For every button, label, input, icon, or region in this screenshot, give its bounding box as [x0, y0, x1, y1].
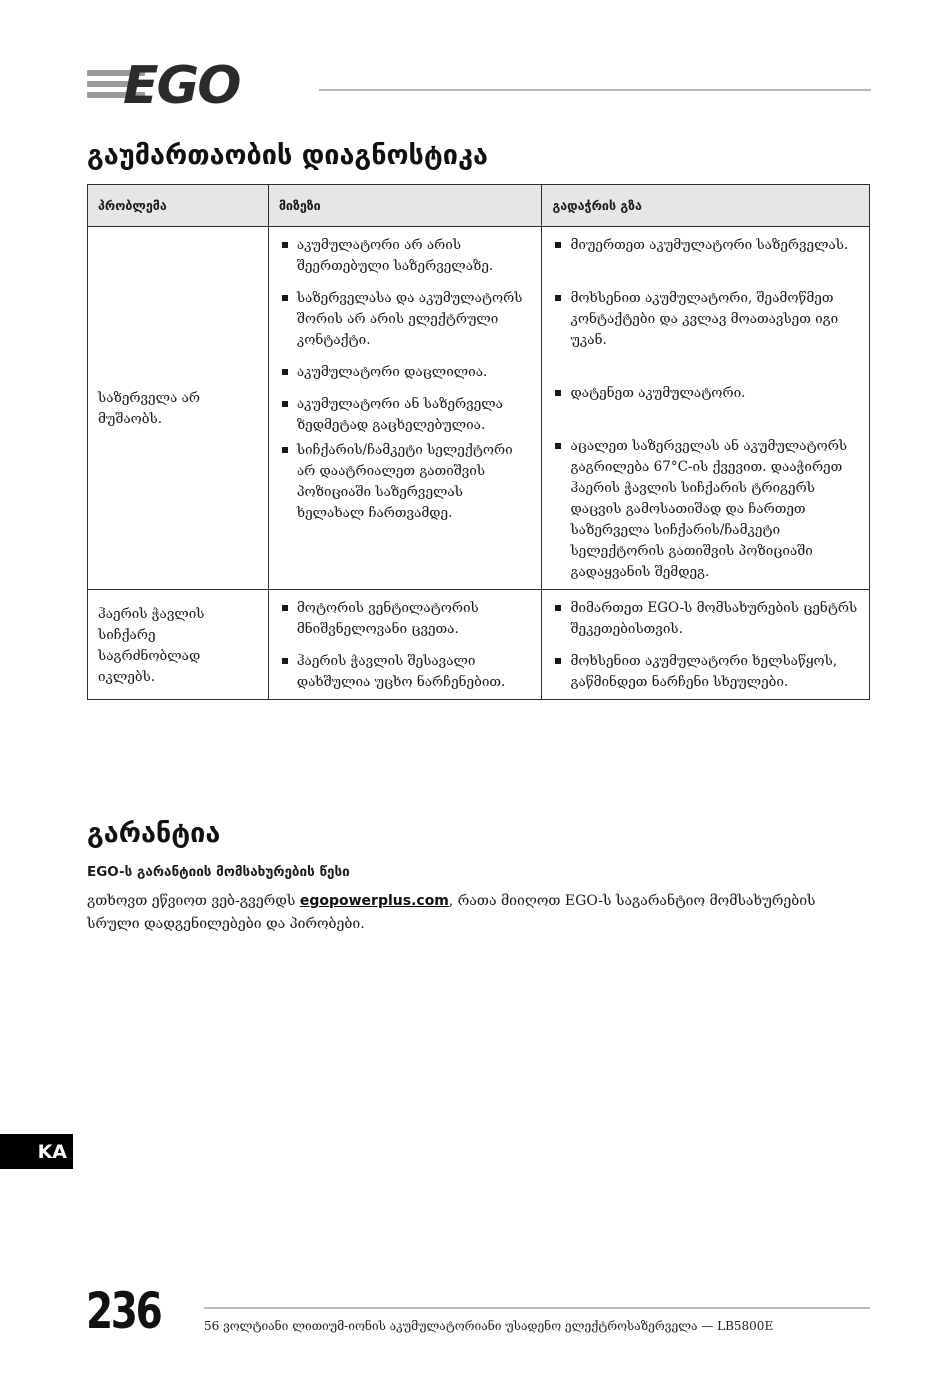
solution-cell: [542, 227, 870, 590]
header-cause: მიზეზი: [268, 185, 542, 227]
problem-text: საზერველა არ მუშაობს.: [98, 390, 201, 427]
page-header: [87, 56, 871, 118]
warranty-title: გარანტია: [87, 818, 221, 849]
warranty-link[interactable]: egopowerplus.com: [299, 893, 449, 909]
header-rule: [319, 89, 871, 91]
ego-logo: [87, 56, 299, 116]
problem-text: ჰაერის ჭავლის სიჩქარე საგრძნობლად იკლებს.: [98, 605, 205, 685]
solution-item: მოხსენით აკუმულატორი ხელსაწყოს, გაწმინდეთ ნარჩენი სხეულები.: [552, 651, 859, 693]
header-solution: გადაჭრის გზა: [542, 185, 870, 227]
warranty-subtitle: EGO-ს გარანტიის მომსახურების წესი: [87, 864, 350, 880]
warranty-paragraph: [87, 890, 847, 936]
solution-item: მოხსენით აკუმულატორი, შეამოწმეთ კონტაქტები და კვლავ მოათავსეთ იგი უკან.: [552, 288, 859, 351]
footer-text: 56 ვოლტიანი ლითიუმ-იონის აკუმულატორიანი უსადენო ელექტროსაზერველა — LB5800E: [204, 1319, 774, 1333]
solution-item: მიუერთეთ აკუმულატორი საზერველას.: [552, 235, 859, 256]
solution-item: მიმართეთ EGO-ს მომსახურების ცენტრს შეკეთებისთვის.: [552, 598, 859, 640]
cause-item: აკუმულატორი ან საზერველა ზედმეტად გაცხელებულია.: [279, 394, 532, 436]
warranty-text-after: , რათა მიიღოთ EGO-ს საგარანტიო მომსახურების სრული დადგენილებები და პირობები.: [87, 893, 816, 932]
problem-cell: [88, 227, 269, 590]
problem-cell: [88, 590, 269, 700]
table-header-row: [88, 185, 870, 227]
header-problem: პრობლემა: [88, 185, 269, 227]
cause-cell: [268, 227, 542, 590]
cause-cell: [268, 590, 542, 700]
cause-item: საზერველასა და აკუმულატორს შორის არ არის ელექტრული კონტაქტი.: [279, 288, 532, 351]
cause-item: აკუმულატორი არ არის შეერთებული საზერველაზე.: [279, 235, 532, 277]
troubleshooting-title: გაუმართაობის დიაგნოსტიკა: [87, 140, 488, 171]
table-row: [88, 590, 870, 700]
language-tab: KA: [0, 1134, 73, 1169]
warranty-text-before: გთხოვთ ეწვიოთ ვებ-გვერდს: [87, 893, 300, 909]
page-number: 236: [86, 1282, 161, 1340]
solution-item: დატენეთ აკუმულატორი.: [552, 383, 859, 404]
solution-cell: [542, 590, 870, 700]
cause-item: სიჩქარის/ჩამკეტი სელექტორი არ დაატრიალეთ გათიშვის პოზიციაში საზერველას ხელახალ ჩართვამდე.: [279, 440, 532, 524]
cause-item: მოტორის ვენტილატორის მნიშვნელოვანი ცვეთა.: [279, 598, 532, 640]
cause-item: აკუმულატორი დაცლილია.: [279, 362, 532, 383]
cause-item: ჰაერის ჭავლის შესავალი დახშულია უცხო ნარჩენებით.: [279, 651, 532, 693]
footer-rule: [204, 1307, 870, 1309]
logo-text: EGO: [123, 56, 240, 116]
troubleshooting-table: [87, 184, 870, 700]
solution-item: აცალეთ საზერველას ან აკუმულატორს გაგრილება 67°C-ის ქვევით. დააჭირეთ ჰაერის ჭავლის სიჩქარის ტრიგერს დაცვის გამოსათიშად და ჩართეთ საზერველა სიჩქარის/ჩამკეტი სელექტორის გათიშვის პოზიციაში გადაყვანის შემდეგ.: [552, 436, 859, 583]
table-row: [88, 227, 870, 590]
